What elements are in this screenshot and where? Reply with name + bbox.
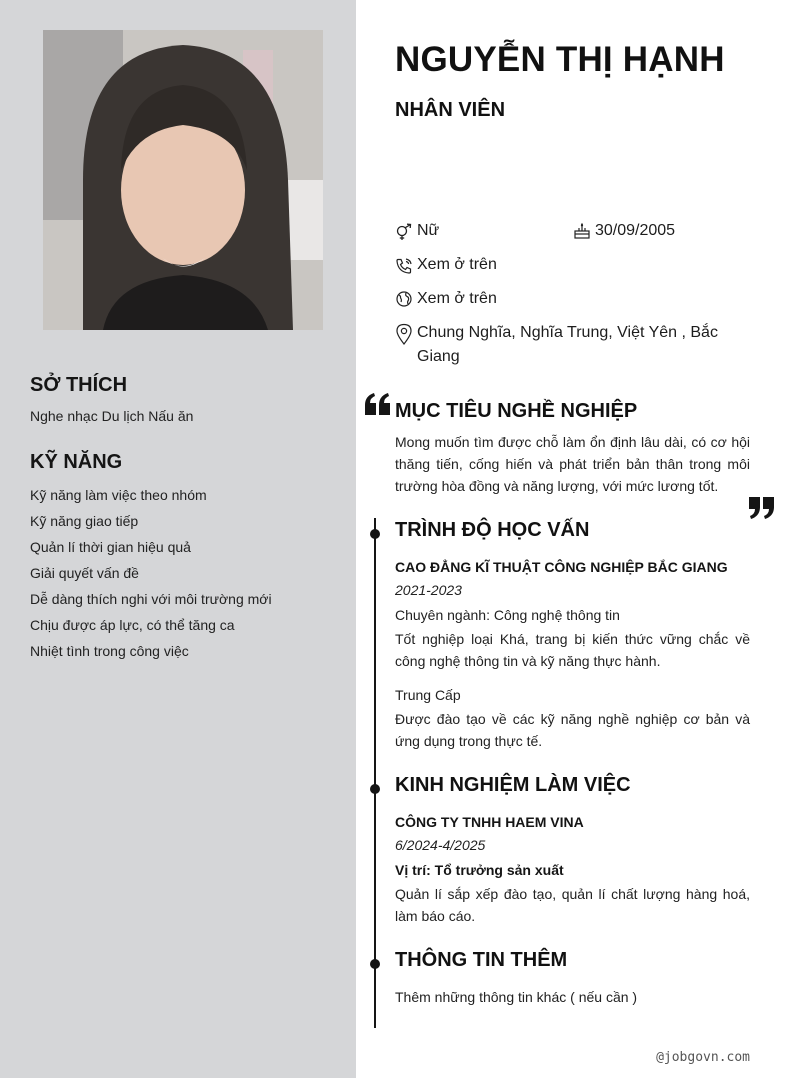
skill-item: Giải quyết vấn đề bbox=[30, 565, 139, 581]
birthdate-value: 30/09/2005 bbox=[595, 222, 676, 239]
timeline-line bbox=[374, 518, 376, 1028]
website-value: Xem ở trên bbox=[417, 290, 497, 307]
additional-heading: THÔNG TIN THÊM bbox=[395, 949, 568, 971]
address-value: Chung Nghĩa, Nghĩa Trung, Việt Yên , Bắc Giang bbox=[417, 324, 718, 365]
hobbies-text: Nghe nhạc Du lịch Nấu ăn bbox=[30, 408, 194, 424]
map-pin-icon bbox=[395, 323, 413, 345]
candidate-role: NHÂN VIÊN bbox=[395, 99, 506, 121]
education-period: 2021-2023 bbox=[395, 582, 462, 598]
skill-item: Nhiệt tình trong công việc bbox=[30, 643, 189, 659]
experience-position: Vị trí: Tổ trưởng sản xuất bbox=[395, 862, 564, 878]
gender-icon bbox=[395, 223, 413, 241]
skill-item: Quản lí thời gian hiệu quả bbox=[30, 539, 191, 555]
skill-item: Kỹ năng giao tiếp bbox=[30, 513, 139, 529]
education-level-description: Được đào tạo về các kỹ năng nghề nghiệp cơ bản và ứng dụng trong thực tế. bbox=[395, 711, 750, 749]
experience-company: CÔNG TY TNHH HAEM VINA bbox=[395, 814, 584, 830]
education-description: Tốt nghiệp loại Khá, trang bị kiến thức vững chắc về công nghệ thông tin và kỹ năng thực hành. bbox=[395, 631, 750, 669]
timeline-dot bbox=[370, 529, 380, 539]
globe-icon bbox=[395, 290, 413, 308]
quote-open-icon bbox=[364, 393, 392, 415]
timeline-dot bbox=[370, 784, 380, 794]
objective-heading: MỤC TIÊU NGHỀ NGHIỆP bbox=[395, 400, 638, 422]
education-major: Chuyên ngành: Công nghệ thông tin bbox=[395, 607, 620, 623]
skills-heading: KỸ NĂNG bbox=[30, 451, 123, 473]
additional-text: Thêm những thông tin khác ( nếu cần ) bbox=[395, 989, 638, 1005]
phone-value: Xem ở trên bbox=[417, 256, 497, 273]
skill-item: Dễ dàng thích nghi với môi trường mới bbox=[30, 591, 272, 607]
quote-close-icon bbox=[748, 497, 776, 519]
skills-list bbox=[30, 484, 272, 666]
education-heading: TRÌNH ĐỘ HỌC VẤN bbox=[395, 519, 590, 541]
skill-item: Kỹ năng làm việc theo nhóm bbox=[30, 487, 207, 503]
experience-period: 6/2024-4/2025 bbox=[395, 837, 486, 853]
birthday-cake-icon bbox=[573, 222, 591, 240]
education-school: CAO ĐẲNG KĨ THUẬT CÔNG NGHIỆP BẮC GIANG bbox=[395, 559, 728, 575]
objective-text: Mong muốn tìm được chỗ làm ổn định lâu dài, có cơ hội thăng tiến, cống hiến và phát triển bản thân trong môi trường hòa đồng và năng lượng, với mức lương tốt. bbox=[395, 434, 750, 494]
hobbies-heading: SỞ THÍCH bbox=[30, 374, 128, 396]
brand-watermark: @jobgovn.com bbox=[656, 1050, 750, 1065]
skill-item: Chịu được áp lực, có thể tăng ca bbox=[30, 617, 235, 633]
experience-description: Quản lí sắp xếp đào tạo, quản lí chất lượng hàng hoá, làm báo cáo. bbox=[395, 886, 750, 924]
education-level: Trung Cấp bbox=[395, 687, 461, 703]
gender-value: Nữ bbox=[417, 222, 440, 239]
timeline-dot bbox=[370, 959, 380, 969]
candidate-name: NGUYỄN THỊ HẠNH bbox=[395, 40, 725, 79]
phone-icon bbox=[395, 257, 413, 275]
experience-heading: KINH NGHIỆM LÀM VIỆC bbox=[395, 774, 631, 796]
profile-photo bbox=[43, 30, 323, 330]
